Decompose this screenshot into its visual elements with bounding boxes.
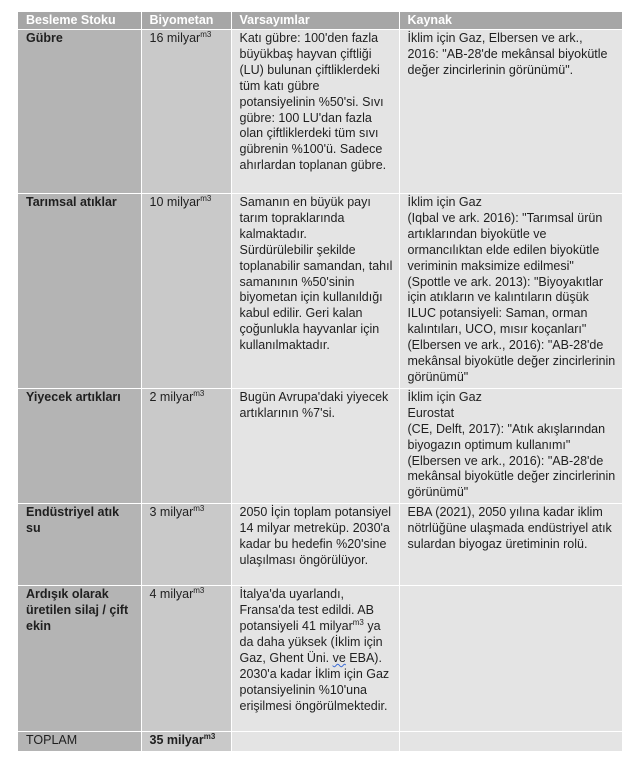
header-assumptions: Varsayımlar [231,12,399,30]
value-cell: 16 milyar$^{m3}$ [141,30,231,194]
table-row [18,586,622,732]
header-stock: Besleme Stoku [18,12,141,30]
assumption-cell: İtalya'da uyarlandı, Fransa'da test edildi. AB potansiyeli 41 milyar$^{m3}$ ya da daha yüksek (İklim için Gaz, Ghent Üni. ve EBA). 2030'a kadar İklim için Gaz potansiyelinin %10'una erişilmesi öngörülmektedir. [231,586,399,732]
spellcheck-underline: ve [332,650,346,665]
stock-cell: Endüstriyel atık su [18,504,141,586]
value-cell: 2 milyar$^{m3}$ [141,388,231,503]
total-row [18,732,622,751]
assumption-paragraph: Sürdürülebilir şekilde toplanabilir samandan, tahıl samanının %50'sinin biyometan için kullanıldığı kabul edilir. Geri kalan çoğunlukla hayvanlar için kullanılmaktadır. [239,242,393,353]
value-cell: 10 milyar$^{m3}$ [141,194,231,389]
source-cell: İklim için Gaz (Iqbal ve ark. 2016): "Tarımsal ürün artıklarından biyokütle ve ormancılıktan elde edilen biyokütle veriminin maksimize edilmesi" (Spottle ve ark. 2013): "Biyoyakıtlar için atıkların ve kalıntıların düşük ILUC potansiyeli: Saman, orman kalıntıları, UCO, mısır koçanları" (Elbersen ve ark., 2016): "AB-28'de mekânsal biyokütle değer zincirlerinin görünümü" [399,194,622,389]
assumption-cell: Katı gübre: 100'den fazla büyükbaş hayvan çiftliği (LU) bulunan çiftliklerdeki tüm katı gübre potansiyelinin %50'si. Sıvı gübre: 100 LU'dan fazla olan çiftliklerdeki tüm sıvı gübrenin %100'ü. Sadece ahırlardan toplanan gübre. [231,30,399,194]
table-row [18,30,622,194]
total-empty-cell [399,732,622,751]
source-cell: EBA (2021), 2050 yılına kadar iklim nötrlüğüne ulaşmada endüstriyel atık sulardan biyogaz üretiminin rolü. [399,504,622,586]
source-cell: İklim için Gaz Eurostat (CE, Delft, 2017): "Atık akışlarından biyogazın optimum kullanımı" (Elbersen ve ark., 2016): "AB-28'de mekânsal biyokütle değer zincirlerinin görünümü" [399,388,622,503]
assumption-cell: Bugün Avrupa'daki yiyecek artıklarının %7'si. [231,388,399,503]
assumption-cell [231,194,399,389]
assumption-cell: 2050 İçin toplam potansiyel 14 milyar metreküp. 2030'a kadar bu hedefin %20'sine ulaşılması öngörülüyor. [231,504,399,586]
total-empty-cell [231,732,399,751]
biomethane-table [18,12,623,751]
stock-cell: Tarımsal atıklar [18,194,141,389]
stock-cell: Gübre [18,30,141,194]
source-cell [399,586,622,732]
table-row [18,388,622,503]
header-source: Kaynak [399,12,622,30]
stock-cell: Yiyecek artıkları [18,388,141,503]
table-row [18,194,622,389]
header-biomethane: Biyometan [141,12,231,30]
assumption-paragraph: Samanın en büyük payı tarım topraklarında kalmaktadır. [239,195,371,241]
stock-cell: Ardışık olarak üretilen silaj / çift ekin [18,586,141,732]
value-cell: 4 milyar$^{m3}$ [141,586,231,732]
value-cell: 3 milyar$^{m3}$ [141,504,231,586]
total-value: 35 milyar$^{m3}$ [141,732,231,751]
source-cell: İklim için Gaz, Elbersen ve ark., 2016: "AB-28'de mekânsal biyokütle değer zincirlerinin görünümü". [399,30,622,194]
header-row [18,12,622,30]
table-row [18,504,622,586]
total-label: TOPLAM [18,732,141,751]
